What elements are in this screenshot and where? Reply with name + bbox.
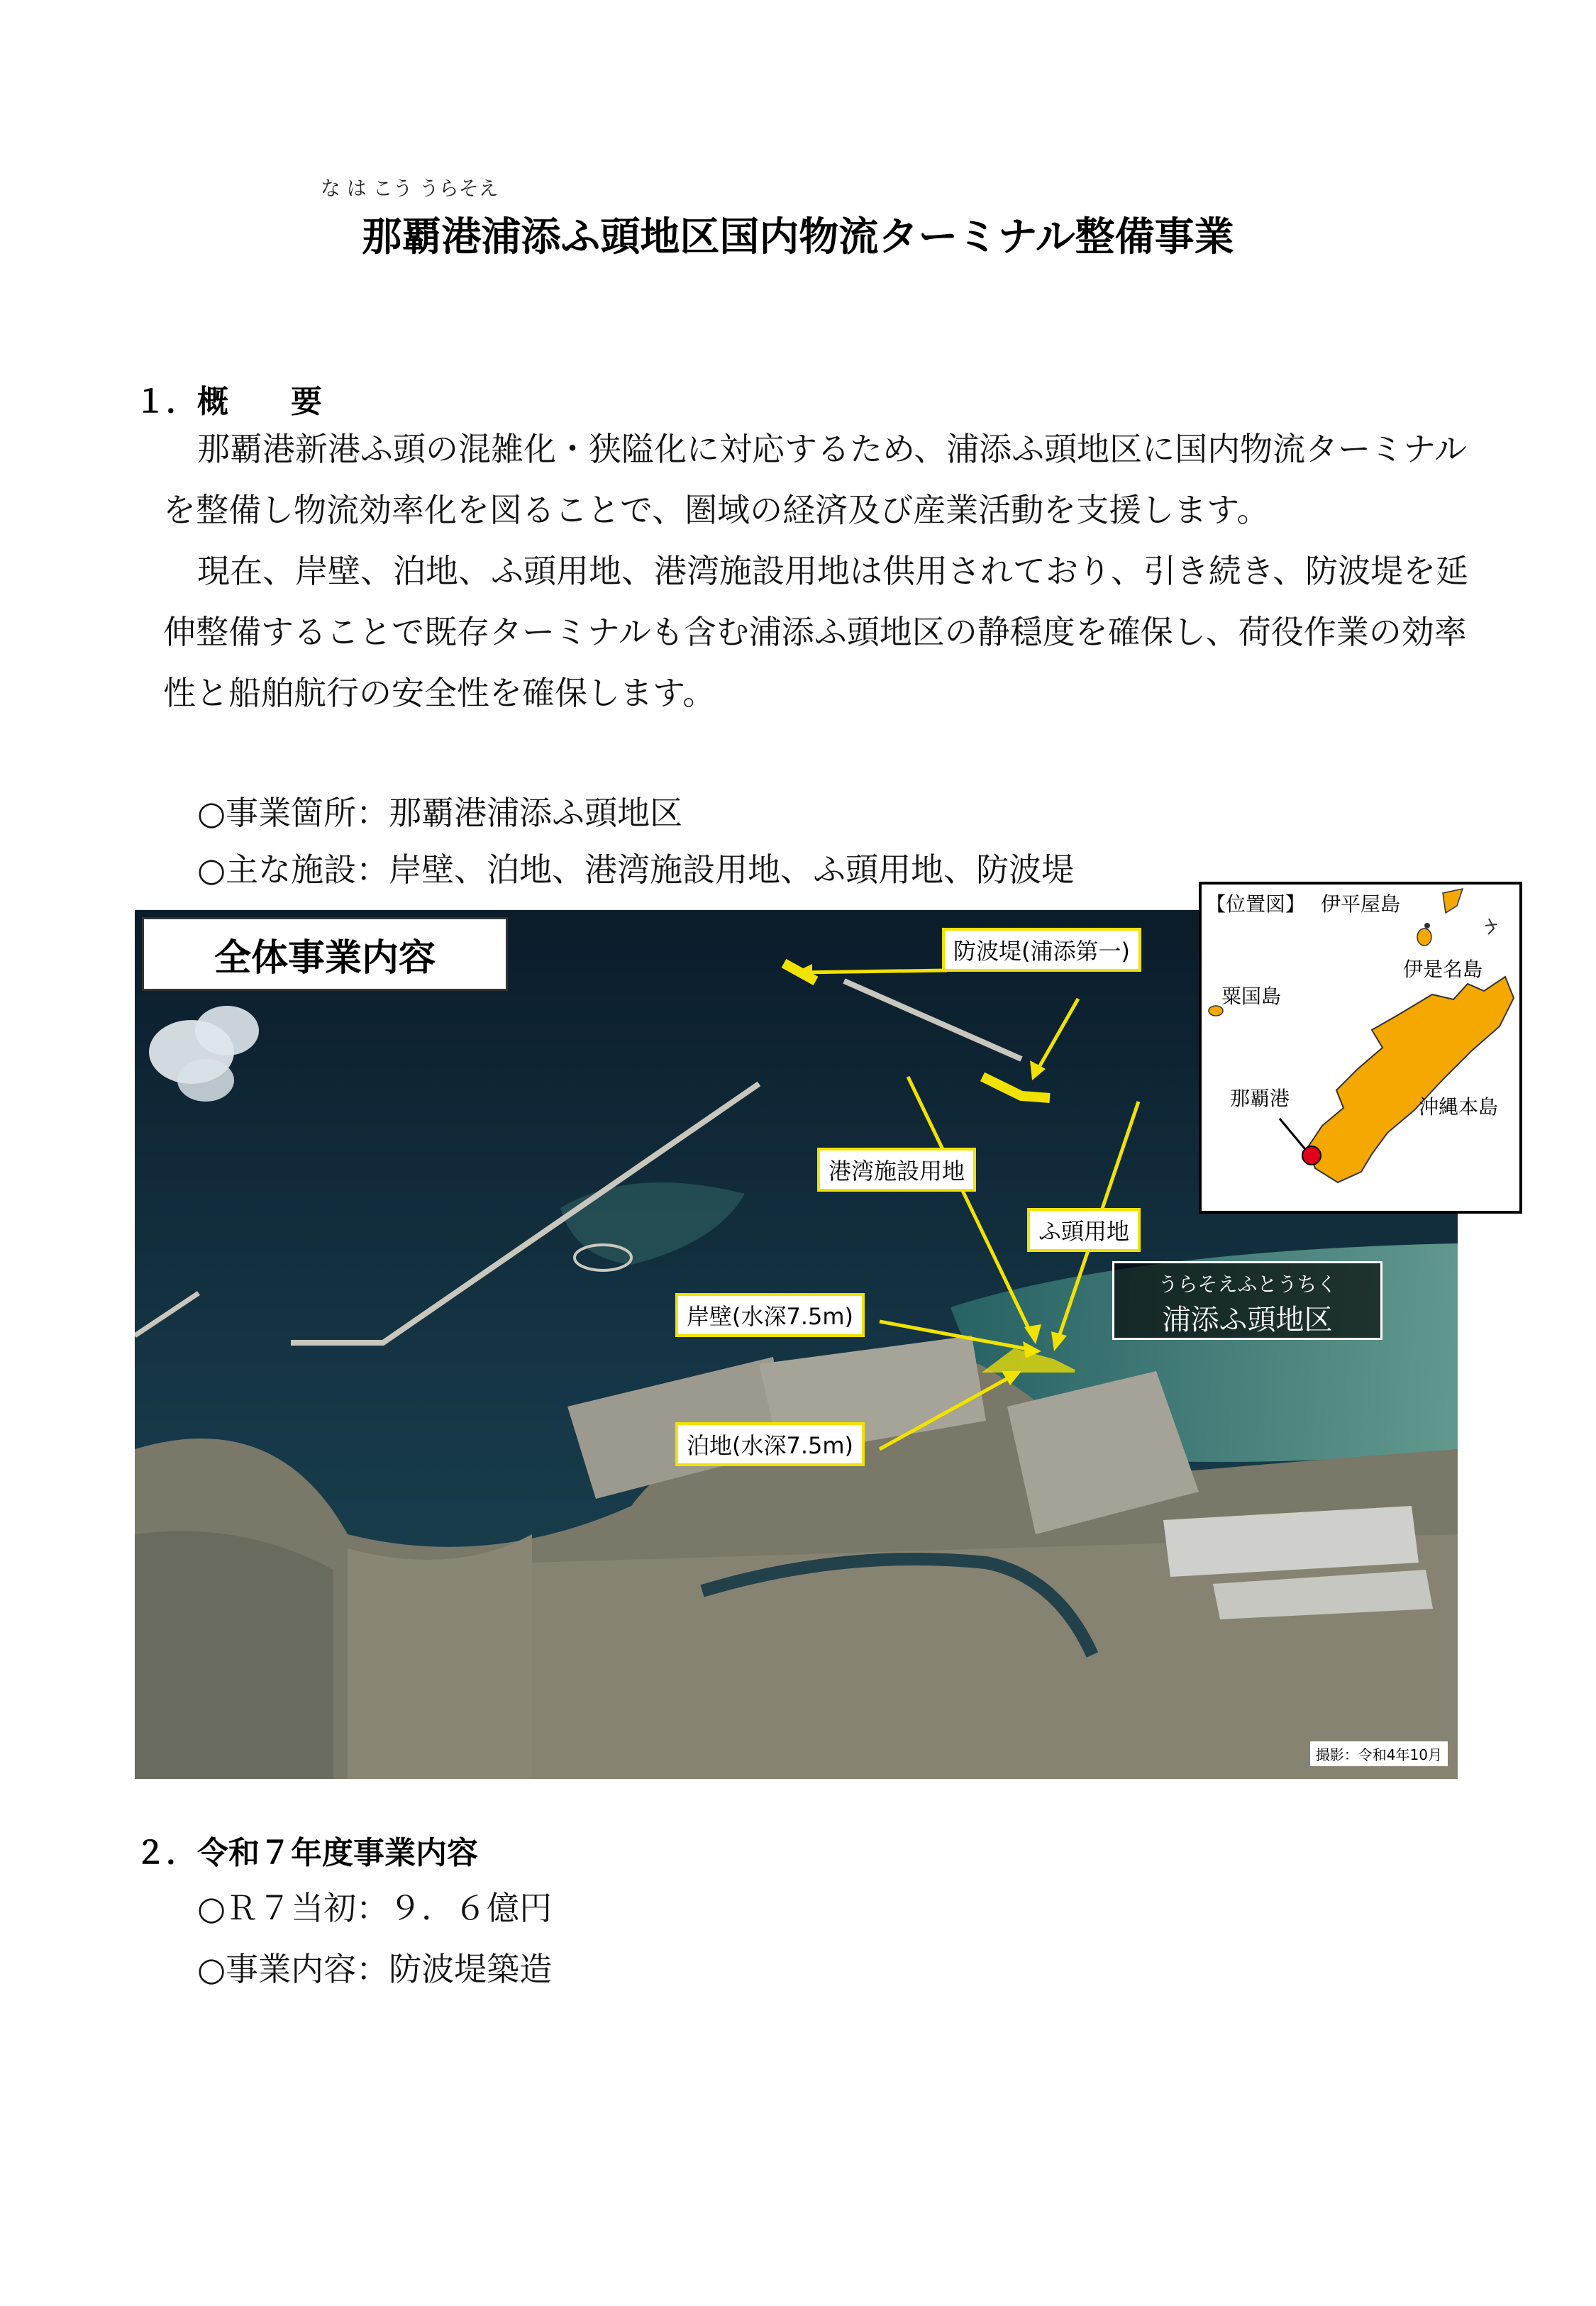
page-title: 那覇港浦添ふ頭地区国内物流ターミナル整備事業 [362,214,1234,260]
overview-paragraph-1: 那覇港新港ふ頭の混雑化・狭隘化に対応するため、浦添ふ頭地区に国内物流ターミナルを整備し物流効率化を図ることで、圏域の経済及び産業活動を支援します。 [163,430,1467,529]
location-map-drawing [1202,885,1519,1211]
location-map [1199,882,1522,1214]
work-content: ○事業内容：防波堤築造 [197,1950,553,1988]
project-location: ○事業箇所：那覇港浦添ふ頭地区 [197,794,683,832]
district-ruby: うらそえふとうちく [1158,1273,1337,1296]
overview-paragraph-2: 現在、岸壁、泊地、ふ頭用地、港湾施設用地は供用されており、引き続き、防波堤を延伸整備することで既存ターミナルも含む浦添ふ頭地区の静穏度を確保し、荷役作業の効率性と船舶航行の安全性を確保します。 [163,552,1469,712]
photo-title: 全体事業内容 [142,917,508,991]
label-naha-port: 那覇港 [1230,1087,1290,1110]
label-breakwater: 防波堤(浦添第一) [942,928,1141,972]
photo-credit: 撮影：令和4年10月 [1310,1741,1448,1766]
main-facilities: ○主な施設：岸壁、泊地、港湾施設用地、ふ頭用地、防波堤 [197,850,1075,889]
label-quay: 岸壁(水深7.5m) [675,1293,865,1337]
label-okinawa-main-island: 沖縄本島 [1419,1095,1499,1119]
label-iheya: 伊平屋島 [1321,892,1401,916]
section1-heading: １．概 要 [135,384,322,420]
label-izena: 伊是名島 [1403,958,1483,981]
budget-r7: ○Ｒ７当初：９．６億円 [197,1889,553,1927]
label-anchorage: 泊地(水深7.5m) [675,1422,865,1466]
district-name: 浦添ふ頭地区 [1162,1304,1333,1336]
label-port-facility-land: 港湾施設用地 [817,1148,976,1192]
label-aguni: 粟国島 [1221,985,1282,1008]
district-label [1112,1261,1382,1340]
title-ruby: な は こう うらそえ [321,177,499,200]
section2-heading: ２．令和７年度事業内容 [135,1835,478,1871]
location-map-title: 【位置図】 [1206,892,1306,916]
label-wharf-land: ふ頭用地 [1027,1208,1141,1252]
